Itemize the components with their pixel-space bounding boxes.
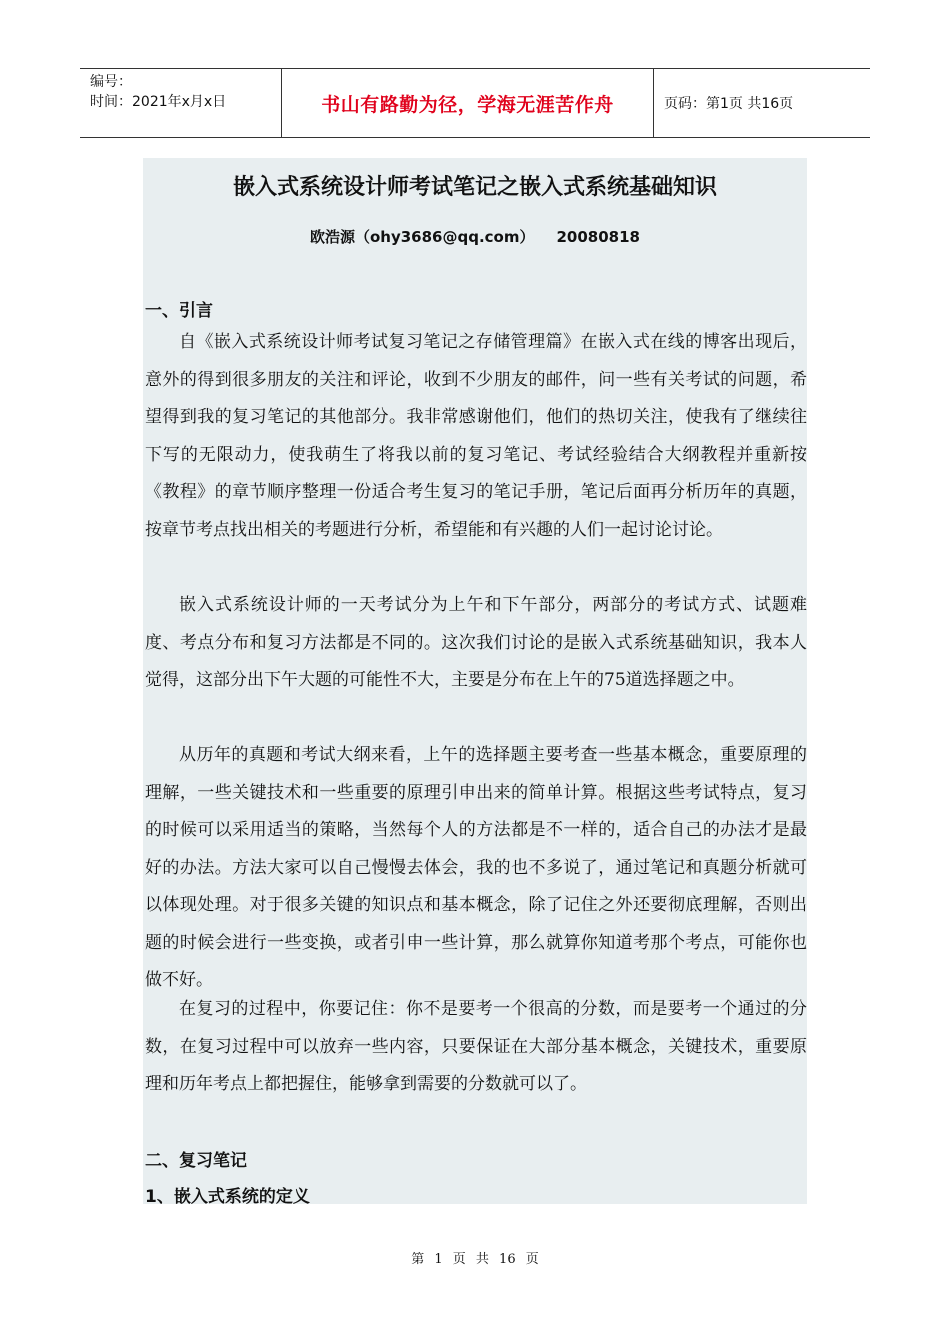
- date-line: 时间：2021年x月x日: [90, 94, 227, 110]
- document-date: 20080818: [556, 228, 640, 246]
- header-motto-cell: [282, 69, 654, 137]
- section-heading-intro: 一、引言: [145, 301, 213, 321]
- page-info: 页码：第1页 共16页: [664, 96, 794, 112]
- header-meta-cell: [80, 69, 282, 137]
- document-body: [143, 158, 807, 1207]
- author: 欧浩源（ohy3686@qq.com）: [309, 228, 535, 246]
- section-heading-notes: 二、复习笔记: [145, 1151, 247, 1171]
- paragraph-2: 嵌入式系统设计师的一天考试分为上午和下午部分，两部分的考试方式、试题难度、考点分布和复习方法都是不同的。这次我们讨论的是嵌入式系统基础知识，我本人觉得，这部分出下午大题的可能性不大，主要是分布在上午的75道选择题之中。: [145, 595, 807, 690]
- motto-text: 书山有路勤为径，学海无涯苦作舟: [321, 93, 614, 116]
- byline: [143, 226, 807, 247]
- paragraph-1: 自《嵌入式系统设计师考试复习笔记之存储管理篇》在嵌入式在线的博客出现后，意外的得到很多朋友的关注和评论，收到不少朋友的邮件，问一些有关考试的问题，希望得到我的复习笔记的其他部分。我非常感谢他们，他们的热切关注，使我有了继续往下写的无限动力，使我萌生了将我以前的复习笔记、考试经验结合大纲教程并重新按《教程》的章节顺序整理一份适合考生复习的笔记手册，笔记后面再分析历年的真题，按章节考点找出相关的考题进行分析，希望能和有兴趣的人们一起讨论讨论。: [145, 332, 807, 540]
- number-label: 编号：: [90, 74, 132, 90]
- page-footer: 第 1 页 共 16 页: [411, 1252, 539, 1267]
- header-page-cell: [654, 69, 870, 137]
- subsection-heading-definition: 1、嵌入式系统的定义: [145, 1187, 310, 1207]
- paragraph-4: 在复习的过程中，你要记住：你不是要考一个很高的分数，而是要考一个通过的分数，在复习过程中可以放弃一些内容，只要保证在大部分基本概念，关键技术，重要原理和历年考点上都把握住，能够拿到需要的分数就可以了。: [145, 999, 807, 1094]
- document-title: 嵌入式系统设计师考试笔记之嵌入式系统基础知识: [232, 175, 717, 200]
- paragraph-3: 从历年的真题和考试大纲来看，上午的选择题主要考查一些基本概念，重要原理的理解，一些关键技术和一些重要的原理引申出来的简单计算。根据这些考试特点，复习的时候可以采用适当的策略，当然每个人的方法都是不一样的，适合自己的办法才是最好的办法。方法大家可以自己慢慢去体会，我的也不多说了，通过笔记和真题分析就可以体现处理。对于很多关键的知识点和基本概念，除了记住之外还要彻底理解，否则出题的时候会进行一些变换，或者引申一些计算，那么就算你知道考那个考点，可能你也做不好。: [145, 745, 807, 990]
- header-table: [80, 68, 870, 138]
